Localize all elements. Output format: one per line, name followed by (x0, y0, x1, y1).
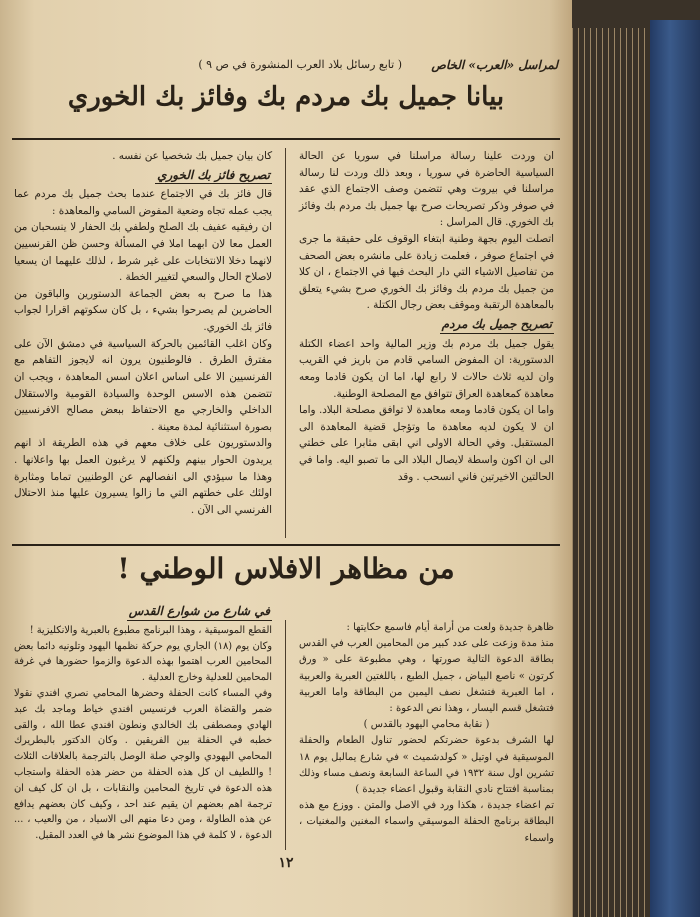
subheading-jerusalem: في شارع من شوارع القدس (127, 604, 272, 621)
article2-title: من مظاهر الافلاس الوطني ! (117, 552, 455, 585)
article1-right-column (299, 148, 554, 485)
paragraph: اتصلت اليوم بجهة وطنية ابتغاء الوقوف على حقيقة ما جرى في اجتماع صوفر ، فعلمت زيادة على مانشره بعض الصحف من تفاصيل الاشياء التي دار البحث فيها في الاجتماع ، ان كلا من جميل بك مردم بك وفائز بك الخوري صرح بشيء يتعلق بالمعاهدة الرتقبة وموقف بعض رجال الكتلة . (299, 233, 554, 312)
title-rule (12, 138, 560, 140)
paragraph: تم اعضاء جديدة ، هكذا ورد في الاصل والمتن . ووزع مع هذه البطاقة برنامج الحفلة الموسيقي واسماء المغنين والمغنيات ، واسماء (299, 800, 554, 844)
paragraph: ظاهرة جديدة ولعت من أرامة أيام فاسمع حكايتها : (346, 622, 554, 633)
paragraph: قال فائز بك في الاجتماع عندما بحث جميل بك مردم عما يجب عمله تجاه وضعية المفوض السامي والمعاهدة : (14, 188, 272, 217)
column-divider (285, 148, 286, 538)
subheading-jamil: تصريح جميل بك مردم (440, 316, 554, 334)
paragraph: منذ مدة وزعت على عدد كبير من المحامين العرب في القدس بطاقة الدعوة التالية صورتها ، وهي مطبوعة على « ورق كرتون » ناصع البياض ، جميل الطبع ، باللغتين العبرية والعربية ، اما العبرية فتشغل نصف اليمين من البطاقة واما العربية فتشغل قسم اليسار ، وهذا نص الدعوة : (299, 638, 554, 715)
paragraph: والدستوريون على خلاف معهم في هذه الطريقة اذ انهم يريدون الحوار بينهم ولكنهم لا يرغبون العمل بها واعلانها . وهذا ما سيؤدي الى انفصالهم عن الوطنيين تماما ومثابرة اولئك على خطتهم التي ما زالوا يسيرون عليها منذ الاحتلال الفرنسي الى الآن . (14, 437, 272, 516)
page-number: ١٢ (278, 855, 294, 871)
article1-title: بيانا جميل بك مردم بك وفائز بك الخوري (67, 82, 505, 112)
paragraph: ( نقابة محامي اليهود بالقدس ) (363, 719, 490, 731)
article1-left-column (14, 148, 272, 518)
paragraph: لها الشرف بدعوة حضرتكم لحضور تناول الطعام والحفلة الموسيقية في اوتيل « كولدشميث » في شارع يمالبل يوم ١٨ تشرين اول سنة ١٩٣٢ في الساعة السابعة ونصف مساء وذلك بمناسبة افتتاح نادي النقابة وقبول اعضاء جديدة ) (299, 735, 554, 796)
paragraph: وكان اغلب القائمين بالحركة السياسية في دمشق الآن على مفترق الطرق . فالوطنيون يرون انه لايجوز التفاهم مع الفرنسيين الا على اساس اعلان اسس المعاهدة ، ويجب ان تتضمن هذه الاسس الوحدة والسيادة القومية والاستقلال الداخلي والخارجي مع الاحتفاظ ببعض مصالح الافرنسيين بصورة استثنائية لمدة معينة . (14, 337, 272, 433)
subheading-faiz: تصريح فائز بك الخوري (155, 167, 272, 185)
paragraph: هذا ما صرح به بعض الجماعة الدستورين والباقون من الحاضرين لم يصرحوا بشيء ، بل كان سكوتهم اقرارا لجواب فائز بك الخوري. (14, 287, 272, 334)
column-divider-2 (285, 620, 286, 850)
paragraph: القطع الموسيقية ، وهذا البرنامج مطبوع بالعبرية والانكليزية ! (29, 624, 272, 636)
page-edges (572, 28, 656, 917)
continuation-note: ( تابع رسائل بلاد العرب المنشورة في ص ٩ ) (198, 58, 402, 71)
paragraph: واما ان يكون قادما ومعه معاهدة لا توافق مصلحة البلاد. واما ان لا يكون لديه معاهدة ما وتؤجل قضية المعاهدة الى المستقبل. وفي الحالة الاولى اني ابقى مثابرا على خطتي الى ان اكون واسطة لايصال البلاد الى ما تصبو اليه. واما في الحالتين الاخيرتين فاني انسحب . وقد (299, 404, 554, 483)
paragraph: يقول جميل بك مردم بك وزير المالية واحد اعضاء الكتلة الدستورية: ان المفوض السامي قادم من باريز في القريب وان لديه ثلاث حالات لا رابع لها، اما ان يكون قادما ومعه معاهدة كمعاهدة العراق تتوافق مع المصلحة الوطنية. (299, 337, 554, 400)
book-cover (650, 20, 700, 917)
paragraph: وفي المساء كانت الحفلة وحضرها المحامي نصري افندي نقولا ضمر والقضاة العرب فرنسيس افندي خياط وماجد بك عبد الهادي ومصطفى بك الخالدي ونطون افندي عطا الله ، والقى خطبه في الحفلة بين الفريقين . وكان الدكتور بالبطريرك المحامي اليهودي والوجي صلة الوصل بالترجمة بالعلاقات الثلاث ! واللطيف ان كل هذه الحفلة من حضر هذه الحفلة واستجاب هذه الدعوة في تاريخ المحامين والنقابات ، بل ان كل كيف ان ترجمة اهم بعضهم ان يقيم عند احد ، وكيف كان بعضهم يدافع عن هذه الطاولة ، ومن دعا منهم الى الاسياد ، من والعيب ، ... الدعوة ، لا كلمة في هذا الموضوع نشر ها في العدد المقبل. (14, 687, 272, 842)
paragraph: كان بيان جميل بك شخصيا عن نفسه . (112, 150, 272, 162)
section-rule (12, 544, 560, 546)
correspondent-label: لمراسل «العرب» الخاص (431, 58, 558, 72)
paragraph: ان وردت علينا رسالة مراسلنا في سوريا عن الحالة السياسية الحاضرة في سوريا ، وبعد ذلك وردت لنا رسالة مراسلنا في بيروت وهي تتضمن وصف الاجتماع الذي عقد في صوفر وذكر تصريحات صرح بها جميل بك مردم بك وفائز بك الخوري. قال المراسل : (299, 150, 554, 229)
paragraph: ان رفيقيه عفيف بك الصلح ولطفي بك الحفار لا ينسحبان من العمل معا لان ابهما املا في المسألة وحسن ظن القرنسيين لانهما دخلا الانتخابات على غير شرط ، لذلك عليهما ان يسعيا لاصلاح الحال والسعي لتغيير الخطة . (14, 221, 272, 284)
paragraph: وكان يوم (١٨) الجاري يوم حركة نظمها اليهود وتلونيه دائما بعض المحامين العرب اهتموا بهذه الدعوة والزموا حضورها في غرفة المحامين للعدلية وخارج العدلية . (14, 640, 272, 684)
article2-left-column (14, 602, 272, 844)
article2-right-column (299, 620, 554, 847)
